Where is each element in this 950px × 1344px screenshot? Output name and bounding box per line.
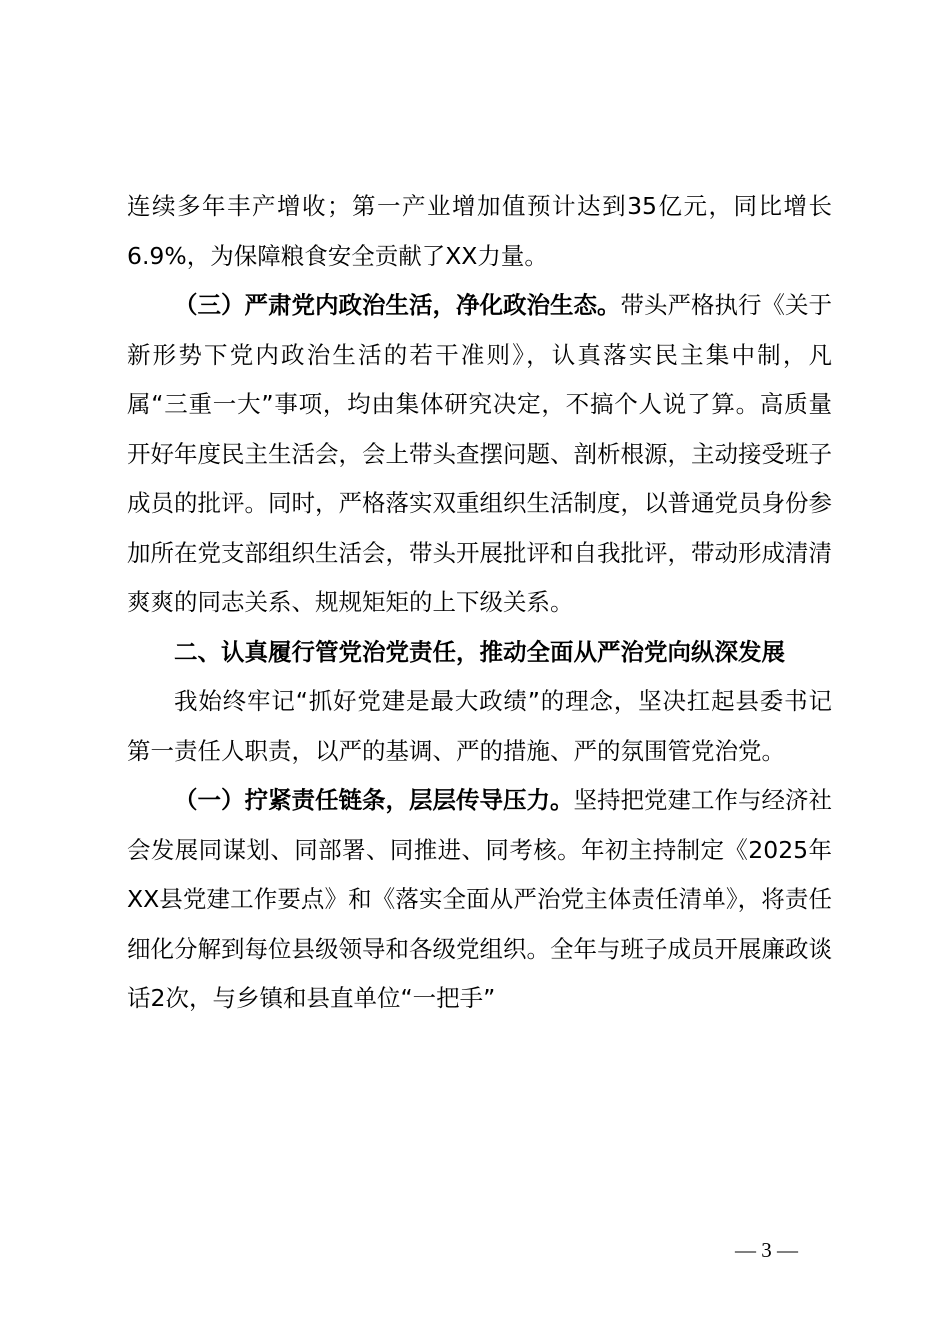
paragraph-section-3	[127, 281, 832, 628]
page-number: — 3 —	[735, 1238, 798, 1262]
page-number-footer	[0, 1235, 950, 1265]
document-body	[127, 182, 832, 1024]
paragraph-body: 坚持把党建工作与经济社会发展同谋划、同部署、同推进、同考核。年初主持制定《2025年XX县党建工作要点》和《落实全面从严治党主体责任清单》，将责任细化分解到每位县级领导和各级党组织。全年与班子成员开展廉政谈话2次，与乡镇和县直单位“一把手”	[127, 786, 832, 1012]
paragraph-intro: 我始终牢记“抓好党建是最大政绩”的理念，坚决扛起县委书记第一责任人职责，以严的基调、严的措施、严的氛围管党治党。	[127, 687, 832, 765]
paragraph-body: 带头严格执行《关于新形势下党内政治生活的若干准则》，认真落实民主集中制，凡属“三重一大”事项，均由集体研究决定，不搞个人说了算。高质量开好年度民主生活会，会上带头查摆问题、剖析根源，主动接受班子成员的批评。同时，严格落实双重组织生活制度，以普通党员身份参加所在党支部组织生活会，带头开展批评和自我批评，带动形成清清爽爽的同志关系、规规矩矩的上下级关系。	[127, 291, 832, 616]
section-heading-2: 二、认真履行管党治党责任，推动全面从严治党向纵深发展	[174, 637, 785, 666]
paragraph-lead-heading: （一）拧紧责任链条，层层传导压力。	[174, 786, 574, 814]
paragraph-continued: 连续多年丰产增收；第一产业增加值预计达到35亿元，同比增长6.9%，为保障粮食安全贡献了XX力量。	[127, 192, 832, 270]
paragraph-section-1	[127, 776, 832, 1024]
paragraph-lead-heading: （三）严肃党内政治生活，净化政治生态。	[174, 291, 621, 319]
